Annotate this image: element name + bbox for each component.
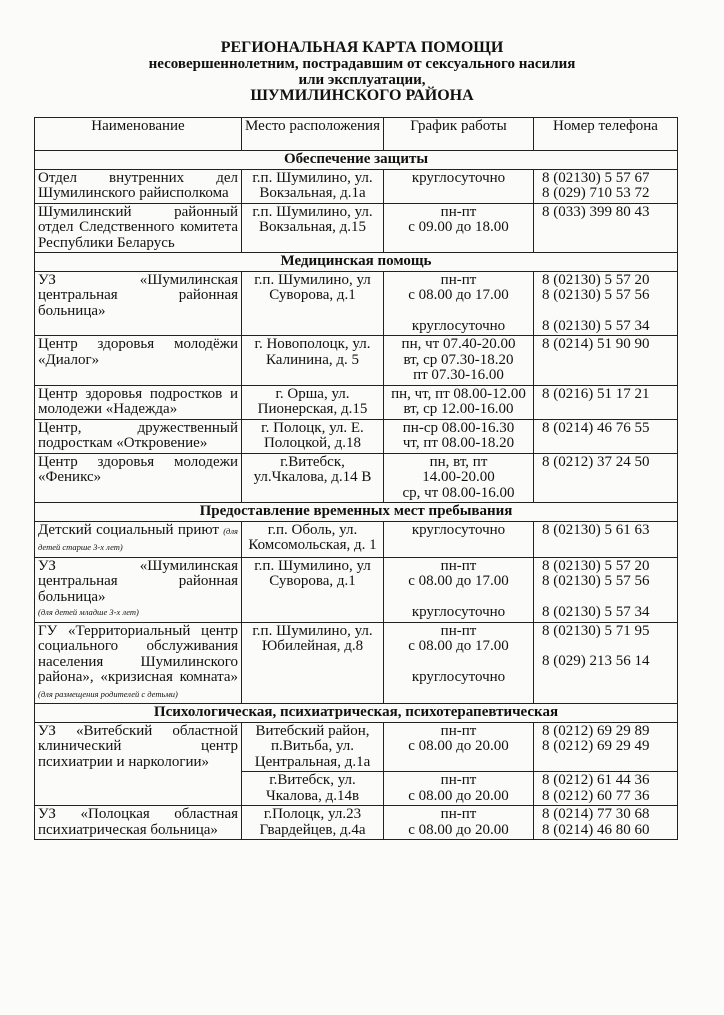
schedule-line: ср, чт 08.00-16.00	[402, 484, 515, 501]
org-name: УЗ «Шумилинская центральная районная больница»	[38, 557, 238, 605]
schedule-line: пт 07.30-16.00	[413, 367, 504, 383]
schedule-line: пн, вт, пт	[429, 453, 488, 470]
org-phones	[534, 722, 678, 772]
phone: 8 (0212) 60 77 36	[542, 787, 650, 804]
schedule-line: пн-ср 08.00-16.30	[402, 419, 515, 436]
org-place: г.Витебск, ул.Чкалова, д.14 В	[242, 453, 384, 503]
help-map-table	[34, 117, 678, 840]
org-place: г. Орша, ул. Пионерская, д.15	[242, 385, 384, 419]
header-schedule: График работы	[384, 118, 534, 151]
schedule-line: пн-пт	[440, 722, 477, 739]
org-name: Центр здоровья подростков и молодежи «Надежда»	[35, 385, 242, 419]
org-phones	[534, 385, 678, 419]
phone: 8 (0214) 46 80 60	[542, 821, 650, 838]
org-schedule	[384, 336, 534, 386]
spacer	[542, 590, 674, 605]
section-row	[35, 253, 678, 272]
spacer	[387, 655, 530, 670]
schedule-line: вт, ср 12.00-16.00	[403, 401, 514, 417]
org-phones	[534, 336, 678, 386]
spacer	[387, 304, 530, 319]
org-phones	[534, 521, 678, 557]
org-schedule	[384, 622, 534, 704]
org-phones	[534, 806, 678, 840]
section-row	[35, 503, 678, 522]
table-row	[35, 203, 678, 253]
org-note: (для размещения родителей с детьми)	[38, 688, 178, 699]
schedule-line: с 09.00 до 18.00	[408, 219, 509, 235]
org-place: Витебский район, п.Витьба, ул. Центральная, д.1а	[242, 722, 384, 772]
org-name: Детский социальный приют	[38, 521, 219, 538]
document-title	[0, 40, 724, 104]
table-row	[35, 385, 678, 419]
org-phones	[534, 419, 678, 453]
schedule-line: с 08.00 до 17.00	[408, 287, 509, 303]
org-place: г. Полоцк, ул. Е. Полоцкой, д.18	[242, 419, 384, 453]
org-name: Центр здоровья молодежи «Феникс»	[35, 453, 242, 503]
org-phones	[534, 271, 678, 336]
schedule-line: круглосуточно	[411, 317, 506, 334]
org-name: Отдел внутренних дел Шумилинского райисполкома	[35, 169, 242, 203]
org-name-cell	[35, 557, 242, 622]
table-row	[35, 722, 678, 772]
org-phones	[534, 169, 678, 203]
schedule-line: пн-пт	[440, 557, 477, 574]
table-row	[35, 453, 678, 503]
org-name: УЗ «Шумилинская центральная районная больница»	[35, 271, 242, 336]
org-place: г.п. Оболь, ул. Комсомольская, д. 1	[242, 521, 384, 557]
phone: 8 (0216) 51 17 21	[542, 385, 650, 402]
phone: 8 (0214) 46 76 55	[542, 419, 650, 436]
org-note: (для детей младше 3-х лет)	[38, 607, 139, 617]
title-line-1: РЕГИОНАЛЬНАЯ КАРТА ПОМОЩИ	[220, 39, 504, 56]
schedule-line: пн-пт	[440, 622, 477, 639]
schedule-line: круглосуточно	[411, 668, 506, 685]
header-place: Место расположения	[242, 118, 384, 151]
header-phone: Номер телефона	[534, 118, 678, 151]
phone: 8 (02130) 5 61 63	[542, 521, 650, 538]
org-place: г.п. Шумилино, ул Суворова, д.1	[242, 271, 384, 336]
phone: 8 (0214) 51 90 90	[542, 336, 650, 352]
phone: 8 (02130) 5 57 20	[542, 271, 650, 288]
phone: 8 (02130) 5 71 95	[542, 622, 650, 639]
table-row	[35, 557, 678, 622]
phone: 8 (0212) 37 24 50	[542, 453, 650, 470]
org-schedule	[384, 271, 534, 336]
org-schedule	[384, 385, 534, 419]
table-row	[35, 622, 678, 704]
org-name: Центр здоровья молодёжи «Диалог»	[35, 336, 242, 386]
org-place: г.Полоцк, ул.23 Гвардейцев, д.4а	[242, 806, 384, 840]
org-phones	[534, 557, 678, 622]
org-place: г.Витебск, ул. Чкалова, д.14в	[242, 772, 384, 806]
section-row	[35, 704, 678, 723]
schedule-line: круглосуточно	[411, 603, 506, 620]
table-row	[35, 336, 678, 386]
schedule-line: 14.00-20.00	[422, 469, 495, 485]
org-schedule: круглосуточно	[384, 521, 534, 557]
org-schedule	[384, 806, 534, 840]
schedule-line: с 08.00 до 17.00	[408, 573, 509, 589]
phone: 8 (0212) 61 44 36	[542, 772, 650, 788]
phone: 8 (0212) 69 29 49	[542, 738, 650, 754]
schedule-line: с 08.00 до 20.00	[408, 738, 509, 754]
table-row	[35, 419, 678, 453]
org-schedule	[384, 722, 534, 772]
title-line-4: ШУМИЛИНСКОГО РАЙОНА	[250, 87, 474, 104]
phone: 8 (033) 399 80 43	[542, 203, 650, 220]
org-place: г.п. Шумилино, ул. Вокзальная, д.1а	[242, 169, 384, 203]
org-schedule	[384, 419, 534, 453]
org-schedule	[384, 453, 534, 503]
org-schedule	[384, 203, 534, 253]
header-name: Наименование	[35, 118, 242, 151]
schedule-line: вт, ср 07.30-18.20	[403, 351, 514, 368]
table-row	[35, 806, 678, 840]
phone: 8 (029) 213 56 14	[542, 653, 650, 669]
section-title: Психологическая, психиатрическая, психотерапевтическая	[35, 704, 678, 723]
schedule-line: пн-пт	[440, 203, 477, 220]
table-row	[35, 521, 678, 557]
phone: 8 (0214) 77 30 68	[542, 806, 650, 822]
org-note: (для детей старше 3-х лет)	[38, 525, 239, 552]
org-place: г. Новополоцк, ул. Калинина, д. 5	[242, 336, 384, 386]
section-title: Предоставление временных мест пребывания	[35, 503, 678, 522]
phone: 8 (02130) 5 57 34	[542, 603, 650, 620]
phone: 8 (02130) 5 57 34	[542, 317, 650, 334]
org-schedule	[384, 557, 534, 622]
schedule-line: пн, чт 07.40-20.00	[401, 336, 516, 352]
org-phones	[534, 622, 678, 704]
phone: 8 (02130) 5 57 56	[542, 573, 650, 589]
org-schedule: круглосуточно	[384, 169, 534, 203]
title-line-3: или эксплуатации,	[298, 72, 426, 88]
table-row	[35, 271, 678, 336]
section-title: Обеспечение защиты	[35, 151, 678, 170]
section-row	[35, 151, 678, 170]
org-name: УЗ «Витебский областной клинический центр психиатрии и наркологии»	[35, 722, 242, 806]
org-phones	[534, 203, 678, 253]
org-phones	[534, 453, 678, 503]
schedule-line: пн-пт	[440, 806, 477, 822]
schedule-line: чт, пт 08.00-18.20	[402, 435, 515, 451]
org-place: г.п. Шумилино, ул Суворова, д.1	[242, 557, 384, 622]
phone: 8 (0212) 69 29 89	[542, 722, 650, 739]
org-place: г.п. Шумилино, ул. Юбилейная, д.8	[242, 622, 384, 704]
org-phones	[534, 772, 678, 806]
org-place: г.п. Шумилино, ул. Вокзальная, д.15	[242, 203, 384, 253]
phone: 8 (029) 710 53 72	[542, 185, 650, 201]
org-name: ГУ «Территориальный центр социального обслуживания населения Шумилинского района», «кризисная комната»	[38, 622, 238, 685]
schedule-line: пн-пт	[440, 271, 477, 288]
table-row	[35, 169, 678, 203]
title-line-2: несовершеннолетним, пострадавшим от сексуального насилия	[148, 56, 576, 72]
schedule-line: с 08.00 до 17.00	[408, 638, 509, 654]
schedule-line: пн-пт	[440, 772, 477, 788]
phone: 8 (02130) 5 57 67	[542, 169, 650, 186]
schedule-line: с 08.00 до 20.00	[408, 821, 509, 838]
org-name: УЗ «Полоцкая областная психиатрическая больница»	[35, 806, 242, 840]
spacer	[387, 590, 530, 605]
table-header-row	[35, 118, 678, 151]
schedule-line: с 08.00 до 20.00	[408, 787, 509, 804]
org-name-cell	[35, 521, 242, 557]
phone: 8 (02130) 5 57 20	[542, 557, 650, 574]
org-schedule	[384, 772, 534, 806]
spacer	[542, 639, 674, 654]
section-title: Медицинская помощь	[35, 253, 678, 272]
org-name: Центр, дружественный подросткам «Откровение»	[35, 419, 242, 453]
org-name: Шумилинский районный отдел Следственного комитета Республики Беларусь	[35, 203, 242, 253]
phone: 8 (02130) 5 57 56	[542, 287, 650, 303]
schedule-line: пн, чт, пт 08.00-12.00	[391, 385, 526, 402]
org-name-cell	[35, 622, 242, 704]
spacer	[542, 304, 674, 319]
